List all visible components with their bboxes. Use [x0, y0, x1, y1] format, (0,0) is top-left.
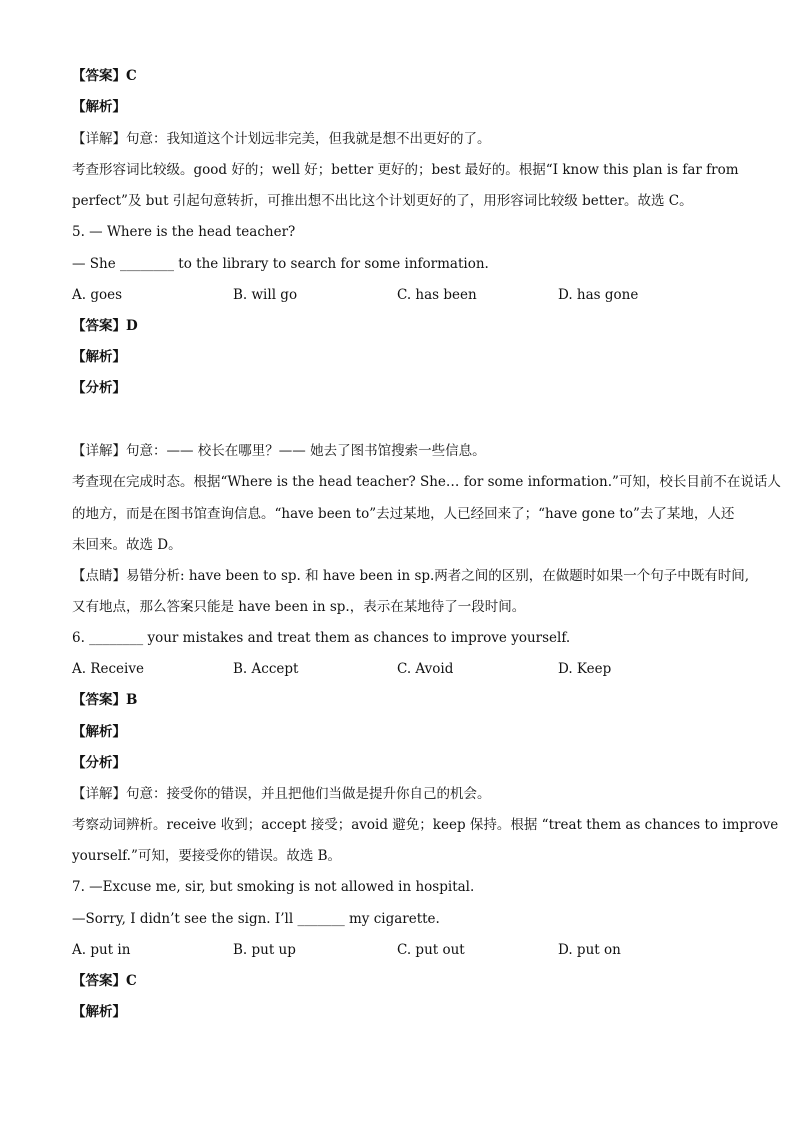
q7-option-d: D. put on — [558, 942, 621, 958]
q5-answer: 【答案】D — [72, 318, 138, 334]
q6-explanation-line-1: 考察动词辨析。receive 收到；accept 接受；avoid 避免；keep 保持。根据 “treat them as chances to improve — [72, 817, 779, 833]
q5-tip-line-1: 【点睛】易错分析: have been to sp. 和 have been in sp.两者之间的区别，在做题时如果一个句子中既有时间, — [72, 568, 750, 584]
q6-explanation-line-2: yourself.”可知，要接受你的错误。故选 B。 — [72, 848, 342, 864]
q5-option-d: D. has gone — [558, 287, 639, 303]
q5-explanation-line-1: 考查现在完成时态。根据“Where is the head teacher? She… for some information.”可知，校长目前不在说话人 — [72, 474, 781, 490]
q7-question: 7. —Excuse me, sir, but smoking is not allowed in hospital. — [72, 879, 475, 895]
q6-analysis-heading: 【分析】 — [72, 755, 126, 771]
q5-jiexi-heading: 【解析】 — [72, 349, 126, 365]
q4-detail: 【详解】句意：我知道这个计划远非完美，但我就是想不出更好的了。 — [72, 131, 491, 147]
q7-option-b: B. put up — [233, 942, 296, 958]
q4-jiexi-heading: 【解析】 — [72, 99, 126, 115]
q7-answer: 【答案】C — [72, 973, 137, 989]
q6-option-d: D. Keep — [558, 661, 612, 677]
q4-explanation-line-1: 考查形容词比较级。good 好的；well 好；better 更好的；best 最好的。根据“I know this plan is far from — [72, 162, 739, 178]
q6-option-a: A. Receive — [72, 661, 144, 677]
q7-jiexi-heading: 【解析】 — [72, 1004, 126, 1020]
q7-question-line-2: —Sorry, I didn’t see the sign. I’ll _______ my cigarette. — [72, 911, 440, 927]
q6-detail: 【详解】句意：接受你的错误，并且把他们当做是提升你自己的机会。 — [72, 786, 491, 802]
q5-option-c: C. has been — [397, 287, 477, 303]
q5-analysis-heading: 【分析】 — [72, 380, 126, 396]
q6-answer: 【答案】B — [72, 692, 138, 708]
q5-explanation-line-2: 的地方，而是在图书馆查询信息。“have been to”去过某地，人已经回来了；“have gone to”去了某地，人还 — [72, 506, 735, 522]
q6-option-c: C. Avoid — [397, 661, 454, 677]
q5-question: 5. — Where is the head teacher? — [72, 224, 296, 240]
q5-detail: 【详解】句意：—— 校长在哪里？—— 她去了图书馆搜索一些信息。 — [72, 443, 486, 459]
q5-tip-line-2: 又有地点，那么答案只能是 have been in sp.，表示在某地待了一段时间。 — [72, 599, 526, 615]
q7-option-c: C. put out — [397, 942, 465, 958]
q4-answer: 【答案】C — [72, 68, 137, 84]
q6-question: 6. ________ your mistakes and treat them as chances to improve yourself. — [72, 630, 571, 646]
q7-option-a: A. put in — [72, 942, 131, 958]
q5-option-b: B. will go — [233, 287, 298, 303]
q4-explanation-line-2: perfect”及 but 引起句意转折，可推出想不出比这个计划更好的了，用形容词比较级 better。故选 C。 — [72, 193, 693, 209]
q5-explanation-line-3: 未回来。故选 D。 — [72, 537, 182, 553]
q5-question-line-2: — She ________ to the library to search for some information. — [72, 256, 489, 272]
q5-option-a: A. goes — [72, 287, 123, 303]
q6-jiexi-heading: 【解析】 — [72, 724, 126, 740]
q6-option-b: B. Accept — [233, 661, 299, 677]
